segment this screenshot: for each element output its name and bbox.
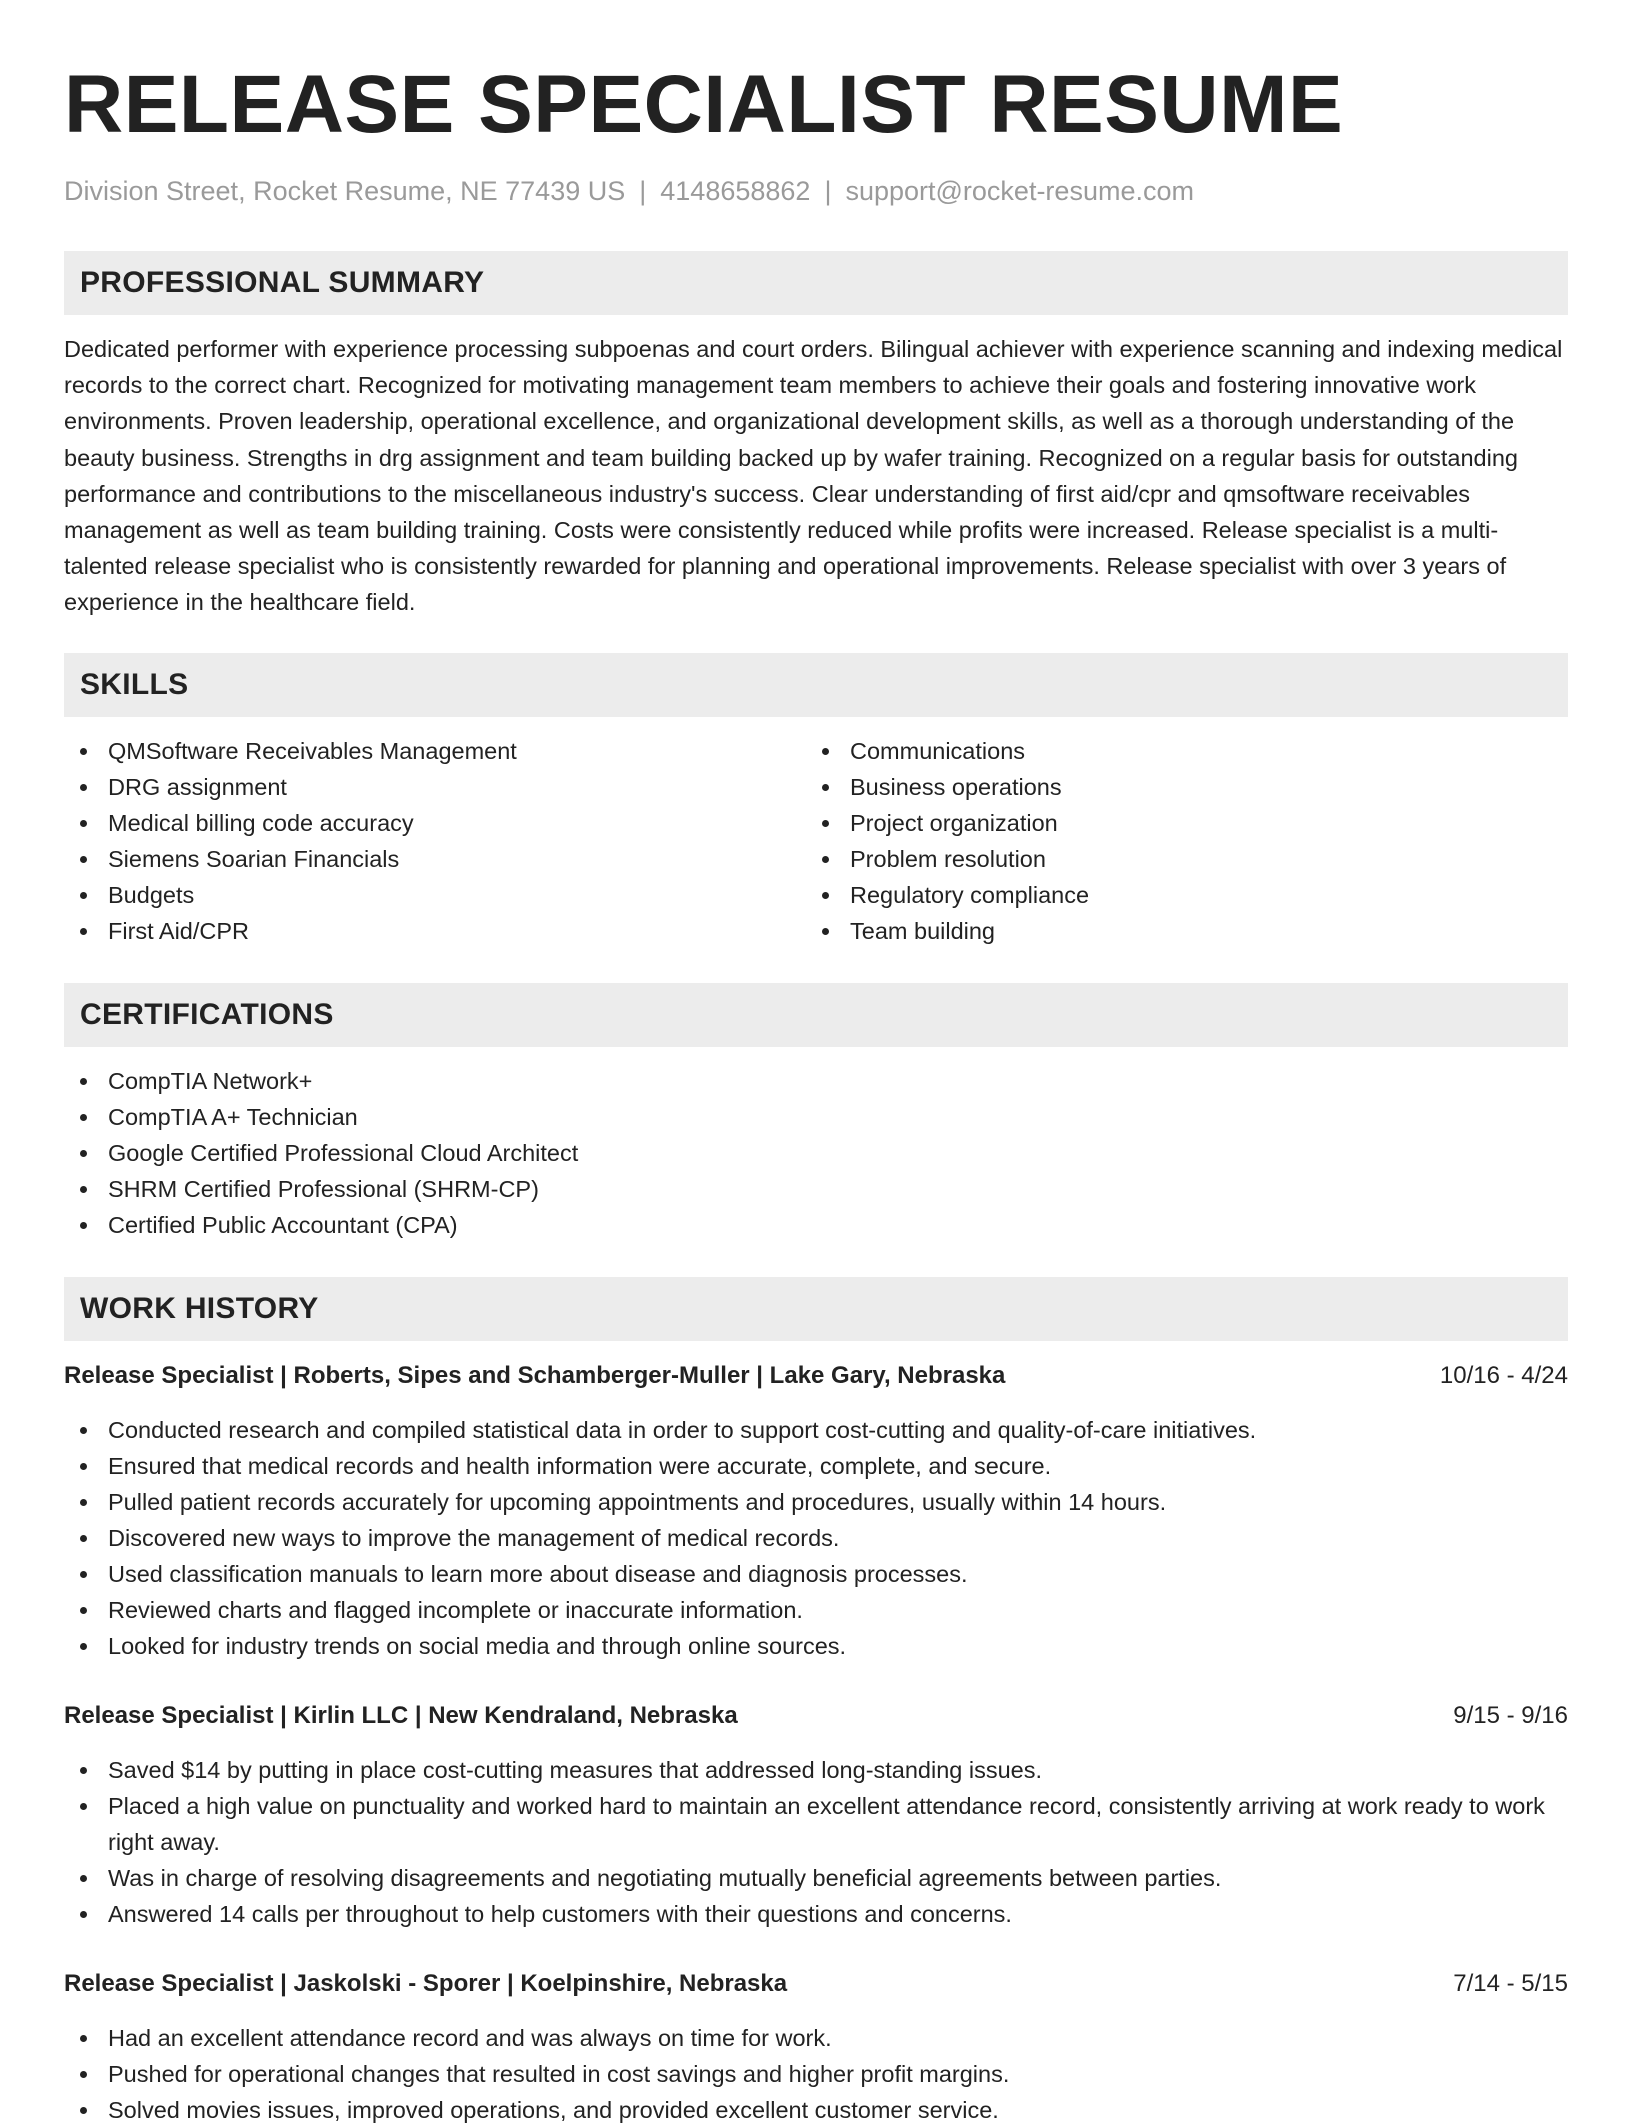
skills-heading: SKILLS	[64, 653, 1568, 717]
list-item: Regulatory compliance	[806, 877, 1548, 913]
page-title: RELEASE SPECIALIST RESUME	[64, 59, 1344, 150]
job-header	[64, 1358, 1568, 1394]
job-entry	[64, 1966, 1568, 2128]
contact-address: Division Street, Rocket Resume, NE 77439 US	[64, 176, 626, 206]
contact-phone: 4148658862	[660, 176, 811, 206]
certifications-heading: CERTIFICATIONS	[64, 983, 1568, 1047]
contact-line	[64, 174, 1568, 208]
list-item: Had an excellent attendance record and was always on time for work.	[64, 2020, 1568, 2056]
list-item: First Aid/CPR	[64, 913, 806, 949]
skills-column-left	[64, 733, 806, 949]
list-item: Discovered new ways to improve the management of medical records.	[64, 1520, 1568, 1556]
list-item: CompTIA Network+	[64, 1063, 1568, 1099]
list-item: Budgets	[64, 877, 806, 913]
work-history-heading: WORK HISTORY	[64, 1277, 1568, 1341]
job-title: Release Specialist | Kirlin LLC | New Kendraland, Nebraska	[64, 1701, 738, 1729]
list-item: Siemens Soarian Financials	[64, 841, 806, 877]
list-item: Team building	[806, 913, 1548, 949]
job-entry	[64, 1698, 1568, 1932]
job-title: Release Specialist | Jaskolski - Sporer | Koelpinshire, Nebraska	[64, 1969, 788, 1997]
list-item: DRG assignment	[64, 769, 806, 805]
list-item: Ensured that medical records and health information were accurate, complete, and secure.	[64, 1448, 1568, 1484]
list-item: Problem resolution	[806, 841, 1548, 877]
job-header	[64, 1698, 1568, 1734]
skills-grid	[64, 733, 1568, 949]
certifications-list	[64, 1063, 1568, 1243]
job-title: Release Specialist | Roberts, Sipes and Schamberger-Muller | Lake Gary, Nebraska	[64, 1361, 1006, 1389]
list-item: Certified Public Accountant (CPA)	[64, 1207, 1568, 1243]
list-item: Answered 14 calls per throughout to help customers with their questions and concerns.	[64, 1896, 1568, 1932]
summary-text: Dedicated performer with experience processing subpoenas and court orders. Bilingual achiever with experience scanning and indexing medical records to the correct chart. Recognized for motivating management team members to achieve their goals and fostering innovative work environments. Proven leadership, operational excellence, and organizational development skills, as well as a thorough understanding of the beauty business. Strengths in drg assignment and team building backed up by wafer training. Recognized on a regular basis for outstanding performance and contributions to the miscellaneous industry's success. Clear understanding of first aid/cpr and qmsoftware receivables management as well as team building training. Costs were consistently reduced while profits were increased. Release specialist is a multi-talented release specialist who is consistently rewarded for planning and operational improvements. Release specialist with over 3 years of experience in the healthcare field.	[64, 336, 1563, 616]
list-item: Business operations	[806, 769, 1548, 805]
list-item: CompTIA A+ Technician	[64, 1099, 1568, 1135]
list-item: Google Certified Professional Cloud Architect	[64, 1135, 1568, 1171]
list-item: Pulled patient records accurately for upcoming appointments and procedures, usually within 14 hours.	[64, 1484, 1568, 1520]
job-entry	[64, 1358, 1568, 1664]
contact-separator: |	[824, 176, 832, 206]
job-dates: 10/16 - 4/24	[1439, 1361, 1568, 1389]
list-item: Communications	[806, 733, 1548, 769]
list-item: Conducted research and compiled statistical data in order to support cost-cutting and quality-of-care initiatives.	[64, 1412, 1568, 1448]
list-item: Medical billing code accuracy	[64, 805, 806, 841]
list-item: Looked for industry trends on social media and through online sources.	[64, 1628, 1568, 1664]
job-dates: 9/15 - 9/16	[1453, 1701, 1568, 1729]
job-header	[64, 1966, 1568, 2002]
list-item: QMSoftware Receivables Management	[64, 733, 806, 769]
list-item: Reviewed charts and flagged incomplete or inaccurate information.	[64, 1592, 1568, 1628]
list-item: Project organization	[806, 805, 1548, 841]
list-item: Placed a high value on punctuality and worked hard to maintain an excellent attendance record, consistently arriving at work ready to work right away.	[64, 1788, 1568, 1860]
summary-heading: PROFESSIONAL SUMMARY	[64, 251, 1568, 315]
skills-column-right	[806, 733, 1548, 949]
resume-page	[64, 0, 1568, 2128]
skills-list-right	[806, 733, 1548, 949]
skills-list-left	[64, 733, 806, 949]
list-item: Pushed for operational changes that resulted in cost savings and higher profit margins.	[64, 2056, 1568, 2092]
contact-separator: |	[639, 176, 647, 206]
list-item: Solved movies issues, improved operations, and provided excellent customer service.	[64, 2092, 1568, 2128]
job-bullets	[64, 1752, 1568, 1932]
job-bullets	[64, 2020, 1568, 2128]
job-dates: 7/14 - 5/15	[1453, 1969, 1568, 1997]
list-item: Was in charge of resolving disagreements and negotiating mutually beneficial agreements between parties.	[64, 1860, 1568, 1896]
list-item: SHRM Certified Professional (SHRM-CP)	[64, 1171, 1568, 1207]
job-bullets	[64, 1412, 1568, 1664]
contact-email: support@rocket-resume.com	[845, 176, 1194, 206]
list-item: Saved $14 by putting in place cost-cutting measures that addressed long-standing issues.	[64, 1752, 1568, 1788]
list-item: Used classification manuals to learn more about disease and diagnosis processes.	[64, 1556, 1568, 1592]
